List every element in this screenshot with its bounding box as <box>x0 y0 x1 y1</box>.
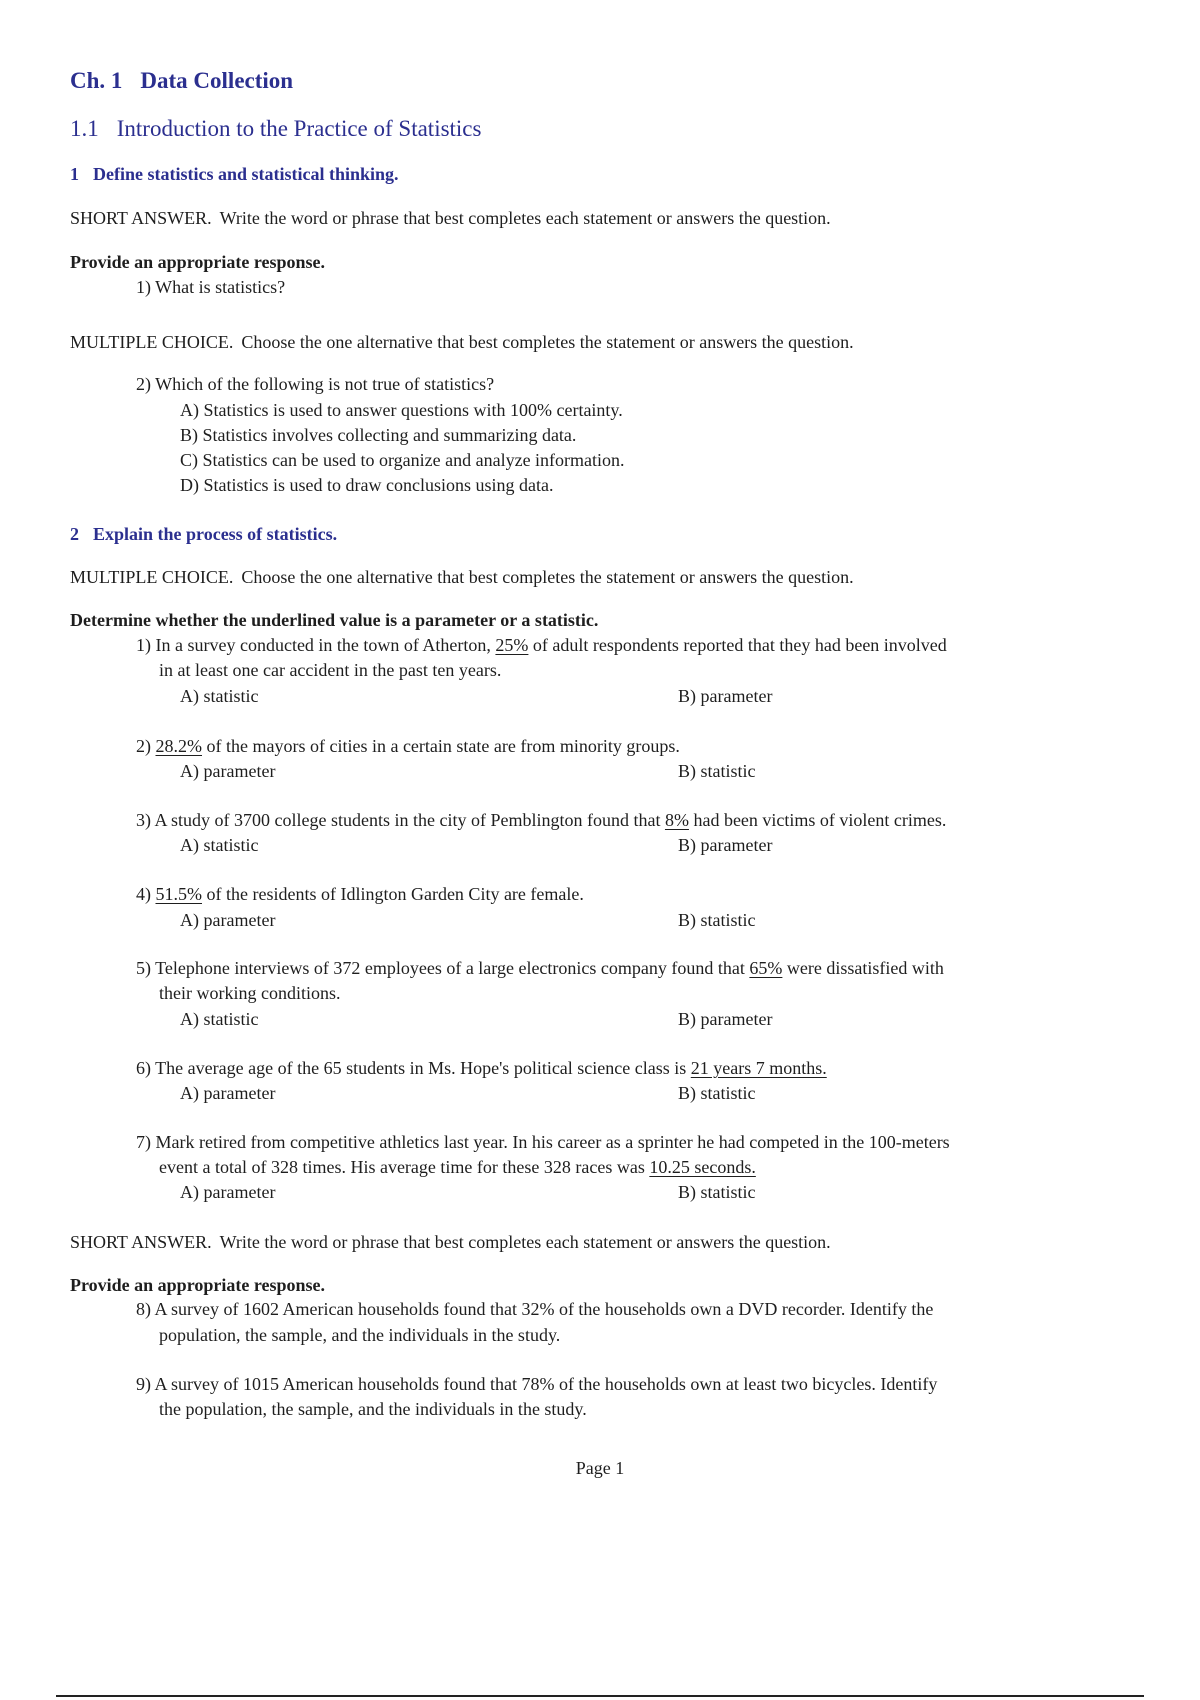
provide-response-1: Provide an appropriate response. <box>70 252 326 272</box>
parameter-question-5-option-b: B) parameter <box>678 1009 773 1029</box>
question-2-option-d: D) Statistics is used to draw conclusions using data. <box>180 475 554 495</box>
underlined-value: 10.25 seconds. <box>649 1157 756 1177</box>
question-8: 8) A survey of 1602 American households found that 32% of the households own a DVD recorder. Identify the <box>136 1299 934 1319</box>
objective-2: 2 Explain the process of statistics. <box>70 524 338 544</box>
chapter-number: Ch. 1 <box>70 68 123 93</box>
provide-response-2: Provide an appropriate response. <box>70 1275 326 1295</box>
parameter-question-5-option-a: A) statistic <box>180 1009 259 1029</box>
underlined-value: 21 years 7 months. <box>690 1058 827 1078</box>
parameter-question-7-line2: event a total of 328 times. His average time for these 328 races was 10.25 seconds. <box>159 1157 756 1177</box>
question-2-option-c: C) Statistics can be used to organize and analyze information. <box>180 450 625 470</box>
short-answer-instructions-1: SHORT ANSWER. Write the word or phrase that best completes each statement or answers the question. <box>70 208 831 228</box>
parameter-question-3: 3) A study of 3700 college students in the city of Pemblington found that 8% had been victims of violent crimes. <box>136 810 947 830</box>
parameter-question-4: 4) 51.5% of the residents of Idlington Garden City are female. <box>136 884 584 904</box>
underlined-value: 51.5% <box>155 884 202 904</box>
short-answer-instructions-2: SHORT ANSWER. Write the word or phrase that best completes each statement or answers the question. <box>70 1232 831 1252</box>
underlined-value: 8% <box>664 810 689 830</box>
chapter-title <box>70 68 293 94</box>
page-number: Page 1 <box>575 1458 625 1478</box>
underlined-value: 28.2% <box>155 736 202 756</box>
bottom-rule <box>56 1695 1144 1697</box>
underlined-value: 65% <box>749 958 783 978</box>
section-title <box>70 116 481 142</box>
parameter-question-1-option-b: B) parameter <box>678 686 773 706</box>
parameter-question-6: 6) The average age of the 65 students in Ms. Hope's political science class is 21 years 7 months. <box>136 1058 827 1078</box>
parameter-question-1: 1) In a survey conducted in the town of Atherton, 25% of adult respondents reported that they had been involved <box>136 635 947 655</box>
parameter-question-7: 7) Mark retired from competitive athletics last year. In his career as a sprinter he had competed in the 100-meters <box>136 1132 950 1152</box>
multiple-choice-instructions-2: MULTIPLE CHOICE. Choose the one alternative that best completes the statement or answers the question. <box>70 567 854 587</box>
parameter-question-2-option-a: A) parameter <box>180 761 276 781</box>
parameter-question-4-option-a: A) parameter <box>180 910 276 930</box>
section-name: Introduction to the Practice of Statistics <box>116 116 482 141</box>
question-9-line2: the population, the sample, and the individuals in the study. <box>159 1399 587 1419</box>
multiple-choice-instructions-1: MULTIPLE CHOICE. Choose the one alternative that best completes the statement or answers the question. <box>70 332 854 352</box>
question-9: 9) A survey of 1015 American households found that 78% of the households own at least two bicycles. Identify <box>136 1374 938 1394</box>
underlined-value: 25% <box>495 635 529 655</box>
parameter-question-3-option-b: B) parameter <box>678 835 773 855</box>
chapter-name: Data Collection <box>140 68 294 93</box>
parameter-question-6-option-a: A) parameter <box>180 1083 276 1103</box>
section-number: 1.1 <box>70 116 99 141</box>
parameter-question-4-option-b: B) statistic <box>678 910 756 930</box>
parameter-question-1-line2: in at least one car accident in the past ten years. <box>159 660 502 680</box>
parameter-question-2: 2) 28.2% of the mayors of cities in a certain state are from minority groups. <box>136 736 680 756</box>
question-1: 1) What is statistics? <box>136 277 286 297</box>
determine-directions: Determine whether the underlined value is a parameter or a statistic. <box>70 610 599 630</box>
question-2: 2) Which of the following is not true of statistics? <box>136 374 495 394</box>
parameter-question-7-option-a: A) parameter <box>180 1182 276 1202</box>
question-2-option-a: A) Statistics is used to answer questions with 100% certainty. <box>180 400 623 420</box>
parameter-question-5: 5) Telephone interviews of 372 employees of a large electronics company found that 65% were dissatisfied with <box>136 958 944 978</box>
objective-1: 1 Define statistics and statistical thinking. <box>70 164 399 184</box>
parameter-question-3-option-a: A) statistic <box>180 835 259 855</box>
parameter-question-6-option-b: B) statistic <box>678 1083 756 1103</box>
question-2-option-b: B) Statistics involves collecting and summarizing data. <box>180 425 577 445</box>
parameter-question-1-option-a: A) statistic <box>180 686 259 706</box>
parameter-question-7-option-b: B) statistic <box>678 1182 756 1202</box>
parameter-question-5-line2: their working conditions. <box>159 983 341 1003</box>
question-8-line2: population, the sample, and the individuals in the study. <box>159 1325 561 1345</box>
parameter-question-2-option-b: B) statistic <box>678 761 756 781</box>
